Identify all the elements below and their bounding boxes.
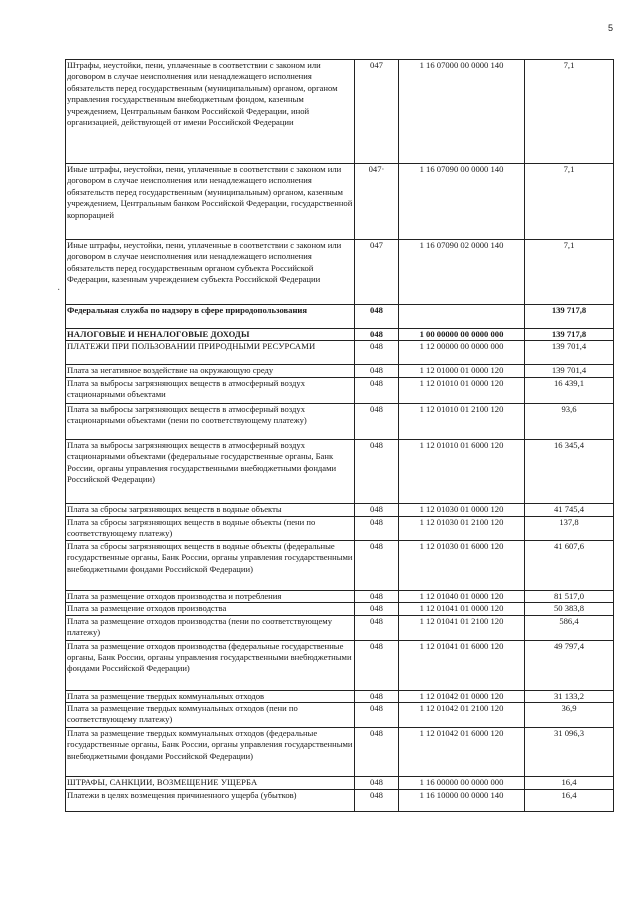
row-amount: 7,1: [525, 60, 614, 164]
row-admin-code: 047·: [355, 164, 399, 240]
row-admin-code: 047: [355, 60, 399, 164]
row-admin-code: 048: [355, 503, 399, 516]
row-amount: 49 797,4: [525, 640, 614, 690]
table-row: [66, 329, 614, 341]
row-name: Плата за размещение отходов производства: [66, 603, 355, 615]
row-admin-code: 048: [355, 439, 399, 503]
row-name: Плата за размещение твердых коммунальных отходов (пени по соответствующему платежу): [66, 703, 355, 728]
row-amount: 586,4: [525, 615, 614, 640]
row-budget-code: 1 12 01000 01 0000 120: [399, 365, 525, 377]
row-admin-code: 048: [355, 377, 399, 403]
row-budget-code: 1 12 01042 01 6000 120: [399, 728, 525, 777]
table-row: [66, 503, 614, 516]
row-admin-code: 048: [355, 615, 399, 640]
row-amount: 50 383,8: [525, 603, 614, 615]
row-admin-code: 048: [355, 728, 399, 777]
table-row: [66, 365, 614, 377]
row-admin-code: 048: [355, 341, 399, 365]
row-amount: 137,8: [525, 516, 614, 540]
row-amount: 139 701,4: [525, 365, 614, 377]
row-amount: 16 439,1: [525, 377, 614, 403]
row-name: Плата за сбросы загрязняющих веществ в водные объекты (пени по соответствующему платежу): [66, 516, 355, 540]
table-row: [66, 615, 614, 640]
row-amount: 16,4: [525, 777, 614, 790]
row-budget-code: [399, 305, 525, 329]
row-name: ПЛАТЕЖИ ПРИ ПОЛЬЗОВАНИИ ПРИРОДНЫМИ РЕСУРСАМИ: [66, 341, 355, 365]
row-amount: 16,4: [525, 790, 614, 812]
row-budget-code: 1 12 00000 00 0000 000: [399, 341, 525, 365]
row-name: Плата за размещение отходов производства и потребления: [66, 590, 355, 602]
table-row: [66, 690, 614, 702]
table-row: [66, 403, 614, 439]
table-row: [66, 728, 614, 777]
row-amount: 7,1: [525, 164, 614, 240]
row-amount: 139 701,4: [525, 341, 614, 365]
row-name: Плата за размещение отходов производства (пени по соответствующему платежу): [66, 615, 355, 640]
revenue-table: [65, 59, 614, 812]
table-row: [66, 439, 614, 503]
row-amount: 31 096,3: [525, 728, 614, 777]
row-name: Плата за негативное воздействие на окружающую среду: [66, 365, 355, 377]
row-admin-code: 048: [355, 329, 399, 341]
row-admin-code: 048: [355, 305, 399, 329]
row-amount: 139 717,8: [525, 305, 614, 329]
row-name: Плата за размещение твердых коммунальных отходов (федеральные государственные органы, Банк России, органы управления государственными внебюджетными фондами Российской Федерации): [66, 728, 355, 777]
row-name: Плата за выбросы загрязняющих веществ в атмосферный воздух стационарными объектами: [66, 377, 355, 403]
row-budget-code: 1 12 01030 01 6000 120: [399, 540, 525, 590]
table-row: [66, 640, 614, 690]
row-budget-code: 1 12 01010 01 6000 120: [399, 439, 525, 503]
row-name: ШТРАФЫ, САНКЦИИ, ВОЗМЕЩЕНИЕ УЩЕРБА: [66, 777, 355, 790]
row-name: Плата за выбросы загрязняющих веществ в атмосферный воздух стационарными объектами (пени по соответствующему платежу): [66, 403, 355, 439]
row-name: Иные штрафы, неустойки, пени, уплаченные в соответствии с законом или договором в случае неисполнения или ненадлежащего исполнения обязательств перед государственным органом субъекта Российской Федерации, казенным учреждением субъекта Российской Федерации: [66, 240, 355, 305]
row-budget-code: 1 12 01010 01 0000 120: [399, 377, 525, 403]
row-budget-code: 1 00 00000 00 0000 000: [399, 329, 525, 341]
row-budget-code: 1 12 01030 01 0000 120: [399, 503, 525, 516]
row-name: Федеральная служба по надзору в сфере природопользования: [66, 305, 355, 329]
row-admin-code: 048: [355, 540, 399, 590]
row-admin-code: 048: [355, 603, 399, 615]
row-budget-code: 1 12 01042 01 2100 120: [399, 703, 525, 728]
row-budget-code: 1 12 01041 01 2100 120: [399, 615, 525, 640]
row-budget-code: 1 12 01041 01 0000 120: [399, 603, 525, 615]
row-budget-code: 1 16 00000 00 0000 000: [399, 777, 525, 790]
row-budget-code: 1 16 07000 00 0000 140: [399, 60, 525, 164]
table-row: [66, 603, 614, 615]
table-row: [66, 516, 614, 540]
row-admin-code: 048: [355, 516, 399, 540]
stray-mark: ·: [57, 285, 61, 296]
table-row: [66, 790, 614, 812]
row-budget-code: 1 16 07090 00 0000 140: [399, 164, 525, 240]
row-amount: 81 517,0: [525, 590, 614, 602]
row-budget-code: 1 16 10000 00 0000 140: [399, 790, 525, 812]
table-row: [66, 305, 614, 329]
row-admin-code: 047: [355, 240, 399, 305]
row-name: Платежи в целях возмещения причиненного ущерба (убытков): [66, 790, 355, 812]
row-admin-code: 048: [355, 690, 399, 702]
row-amount: 36,9: [525, 703, 614, 728]
row-admin-code: 048: [355, 790, 399, 812]
row-budget-code: 1 12 01041 01 6000 120: [399, 640, 525, 690]
row-name: Плата за размещение твердых коммунальных отходов: [66, 690, 355, 702]
row-budget-code: 1 12 01042 01 0000 120: [399, 690, 525, 702]
row-admin-code: 048: [355, 403, 399, 439]
row-budget-code: 1 16 07090 02 0000 140: [399, 240, 525, 305]
row-name: Плата за выбросы загрязняющих веществ в атмосферный воздух стационарными объектами (федеральные государственные органы, Банк России, органы управления государственными внебюджетными фондами Российской Федерации): [66, 439, 355, 503]
row-admin-code: 048: [355, 640, 399, 690]
row-amount: 93,6: [525, 403, 614, 439]
row-name: Штрафы, неустойки, пени, уплаченные в соответствии с законом или договором в случае неисполнения или ненадлежащего исполнения обязательств перед государственным (муниципальным) органом, органом управления государственным внебюджетным фондом, казенным учреждением, Центральным банком Российской Федерации, иной организацией, действующей от имени Российской Федерации: [66, 60, 355, 164]
row-admin-code: 048: [355, 777, 399, 790]
page-number: 5: [608, 23, 614, 33]
row-amount: 41 745,4: [525, 503, 614, 516]
row-amount: 139 717,8: [525, 329, 614, 341]
table-row: [66, 777, 614, 790]
table-row: [66, 341, 614, 365]
row-name: НАЛОГОВЫЕ И НЕНАЛОГОВЫЕ ДОХОДЫ: [66, 329, 355, 341]
row-name: Плата за размещение отходов производства (федеральные государственные органы, Банк России, органы управления государственными внебюджетными фондами Российской Федерации): [66, 640, 355, 690]
row-amount: 41 607,6: [525, 540, 614, 590]
row-amount: 7,1: [525, 240, 614, 305]
table-row: [66, 590, 614, 602]
row-budget-code: 1 12 01040 01 0000 120: [399, 590, 525, 602]
row-name: Плата за сбросы загрязняющих веществ в водные объекты (федеральные государственные органы, Банк России, органы управления государственными внебюджетными фондами Российской Федерации): [66, 540, 355, 590]
row-admin-code: 048: [355, 703, 399, 728]
row-amount: 16 345,4: [525, 439, 614, 503]
row-name: Плата за сбросы загрязняющих веществ в водные объекты: [66, 503, 355, 516]
row-admin-code: 048: [355, 590, 399, 602]
row-amount: 31 133,2: [525, 690, 614, 702]
row-admin-code: 048: [355, 365, 399, 377]
table-row: [66, 377, 614, 403]
row-budget-code: 1 12 01030 01 2100 120: [399, 516, 525, 540]
table-row: [66, 164, 614, 240]
table-row: [66, 540, 614, 590]
table-row: [66, 240, 614, 305]
table-row: [66, 703, 614, 728]
row-budget-code: 1 12 01010 01 2100 120: [399, 403, 525, 439]
row-name: Иные штрафы, неустойки, пени, уплаченные в соответствии с законом или договором в случае неисполнения или ненадлежащего исполнения обязательств перед государственным (муниципальным) органом, казенным учреждением, Центральным банком Российской Федерации, государственной корпорацией: [66, 164, 355, 240]
table-row: [66, 60, 614, 164]
